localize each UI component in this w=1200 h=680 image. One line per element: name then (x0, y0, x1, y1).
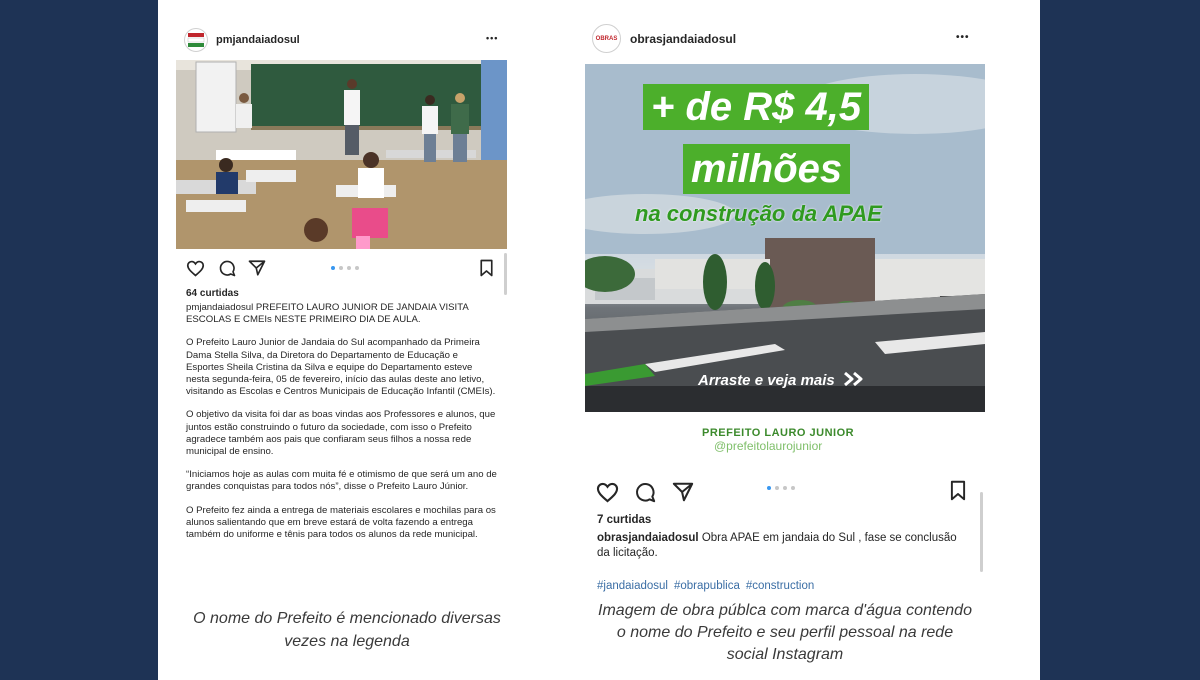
right-more-options-icon[interactable]: ••• (956, 32, 970, 43)
left-scrollbar[interactable] (504, 253, 507, 295)
left-post-header (184, 28, 300, 52)
carousel-dot (767, 486, 771, 490)
right-post-username[interactable]: obrasjandaiadosul (630, 31, 737, 46)
carousel-dot (775, 486, 779, 490)
caption-paragraph: O objetivo da visita foi dar as boas vindas aos Professores e alunos, que juntos estão construindo o futuro da sociedade, com isso o Prefeito agradece também aos pais que confiaram seus filhos a nossa rede municipal de ensino. (186, 409, 496, 458)
left-post-avatar[interactable] (184, 28, 208, 52)
carousel-dot (791, 486, 795, 490)
right-save-bookmark-icon[interactable] (949, 480, 967, 501)
hashtag-link[interactable]: #jandaiadosul (597, 580, 668, 592)
left-caption-heading (186, 302, 498, 326)
caption-paragraph: O Prefeito Lauro Junior de Jandaia do Sul acompanhado da Primeira Dama Stella Silva, da Diretora do Departamento de Educação e Esportes Sheila Cristina da Silva e equipe do Departamento esteve nesta segunda-feira, 05 de fevereiro, início das aulas deste ano letivo, visitando as Escolas e Centros Municipais de Educação Infantil (CMEIs). (186, 337, 496, 398)
share-icon[interactable] (672, 481, 694, 503)
left-action-icons (186, 259, 266, 277)
right-post-header (592, 24, 736, 53)
left-more-options-icon[interactable]: ••• (486, 33, 499, 43)
hashtag-link[interactable]: #construction (745, 580, 815, 592)
like-heart-icon[interactable] (596, 482, 619, 503)
avatar-text: OBRAS (595, 35, 618, 42)
comment-icon[interactable] (634, 481, 656, 503)
right-action-icons (596, 481, 694, 503)
caption-text: Obra APAE em jandaia do Sul , fase se conclusão da licitação. (597, 532, 957, 559)
hashtag-link[interactable]: #obrapublica (673, 580, 740, 592)
like-heart-icon[interactable] (186, 260, 205, 277)
left-annotation: O nome do Prefeito é mencionado diversas vezes na legenda (193, 610, 501, 650)
carousel-dot (331, 266, 335, 270)
carousel-dot (347, 266, 351, 270)
left-caption (186, 302, 498, 552)
right-scrollbar[interactable] (980, 492, 983, 572)
caption-paragraph: O Prefeito fez ainda a entrega de materiais escolares e mochilas para os alunos salientando que em breve estará de volta fazendo a entrega também do uniforme e tênis para todos os alunos da rede municipal. (186, 504, 496, 541)
caption-username[interactable]: obrasjandaiadosul (597, 532, 699, 544)
left-likes-count[interactable]: 64 curtidas (186, 288, 239, 299)
left-save-bookmark-icon[interactable] (479, 259, 494, 277)
left-carousel-dots (331, 266, 359, 270)
headline-millions: milhões (683, 144, 850, 194)
headline-subtitle: na construção da APAE (635, 201, 882, 226)
right-annotation: Imagem de obra públca com marca d'água contendo o nome do Prefeito e seu perfil pessoal na rede social Instagram (598, 602, 972, 663)
swipe-text: Arraste e veja mais (698, 372, 835, 389)
carousel-dot (339, 266, 343, 270)
right-hashtags (597, 580, 814, 592)
double-chevron-right-icon (842, 371, 866, 387)
comment-icon[interactable] (218, 259, 236, 277)
caption-username[interactable]: pmjandaiadosul (186, 302, 254, 313)
headline-price: + de R$ 4,5 (643, 84, 869, 130)
caption-title: PREFEITO LAURO JUNIOR DE JANDAIA VISITA ESCOLAS E CMEIs NESTE PRIMEIRO DIA DE AULA. (186, 302, 469, 326)
right-caption (597, 531, 967, 560)
right-likes-count[interactable]: 7 curtidas (597, 514, 652, 526)
left-post-photo[interactable] (176, 60, 507, 249)
right-post-image[interactable] (585, 64, 985, 412)
watermark-mayor-handle: @prefeitolaurojunior (714, 439, 823, 453)
watermark-mayor-name: PREFEITO LAURO JUNIOR (702, 427, 855, 439)
swipe-hint[interactable] (698, 371, 866, 391)
carousel-dot (783, 486, 787, 490)
left-post-username[interactable]: pmjandaiadosul (216, 34, 300, 46)
share-icon[interactable] (248, 259, 266, 277)
carousel-dot (355, 266, 359, 270)
caption-paragraph: “Iniciamos hoje as aulas com muita fé e otimismo de que será um ano de grandes conquistas para todos nós”, disse o Prefeito Lauro Júnior. (186, 469, 497, 493)
right-carousel-dots (767, 486, 795, 490)
right-post-avatar[interactable] (592, 24, 621, 53)
classroom-photo (176, 60, 507, 249)
municipal-logo-icon (185, 29, 207, 51)
